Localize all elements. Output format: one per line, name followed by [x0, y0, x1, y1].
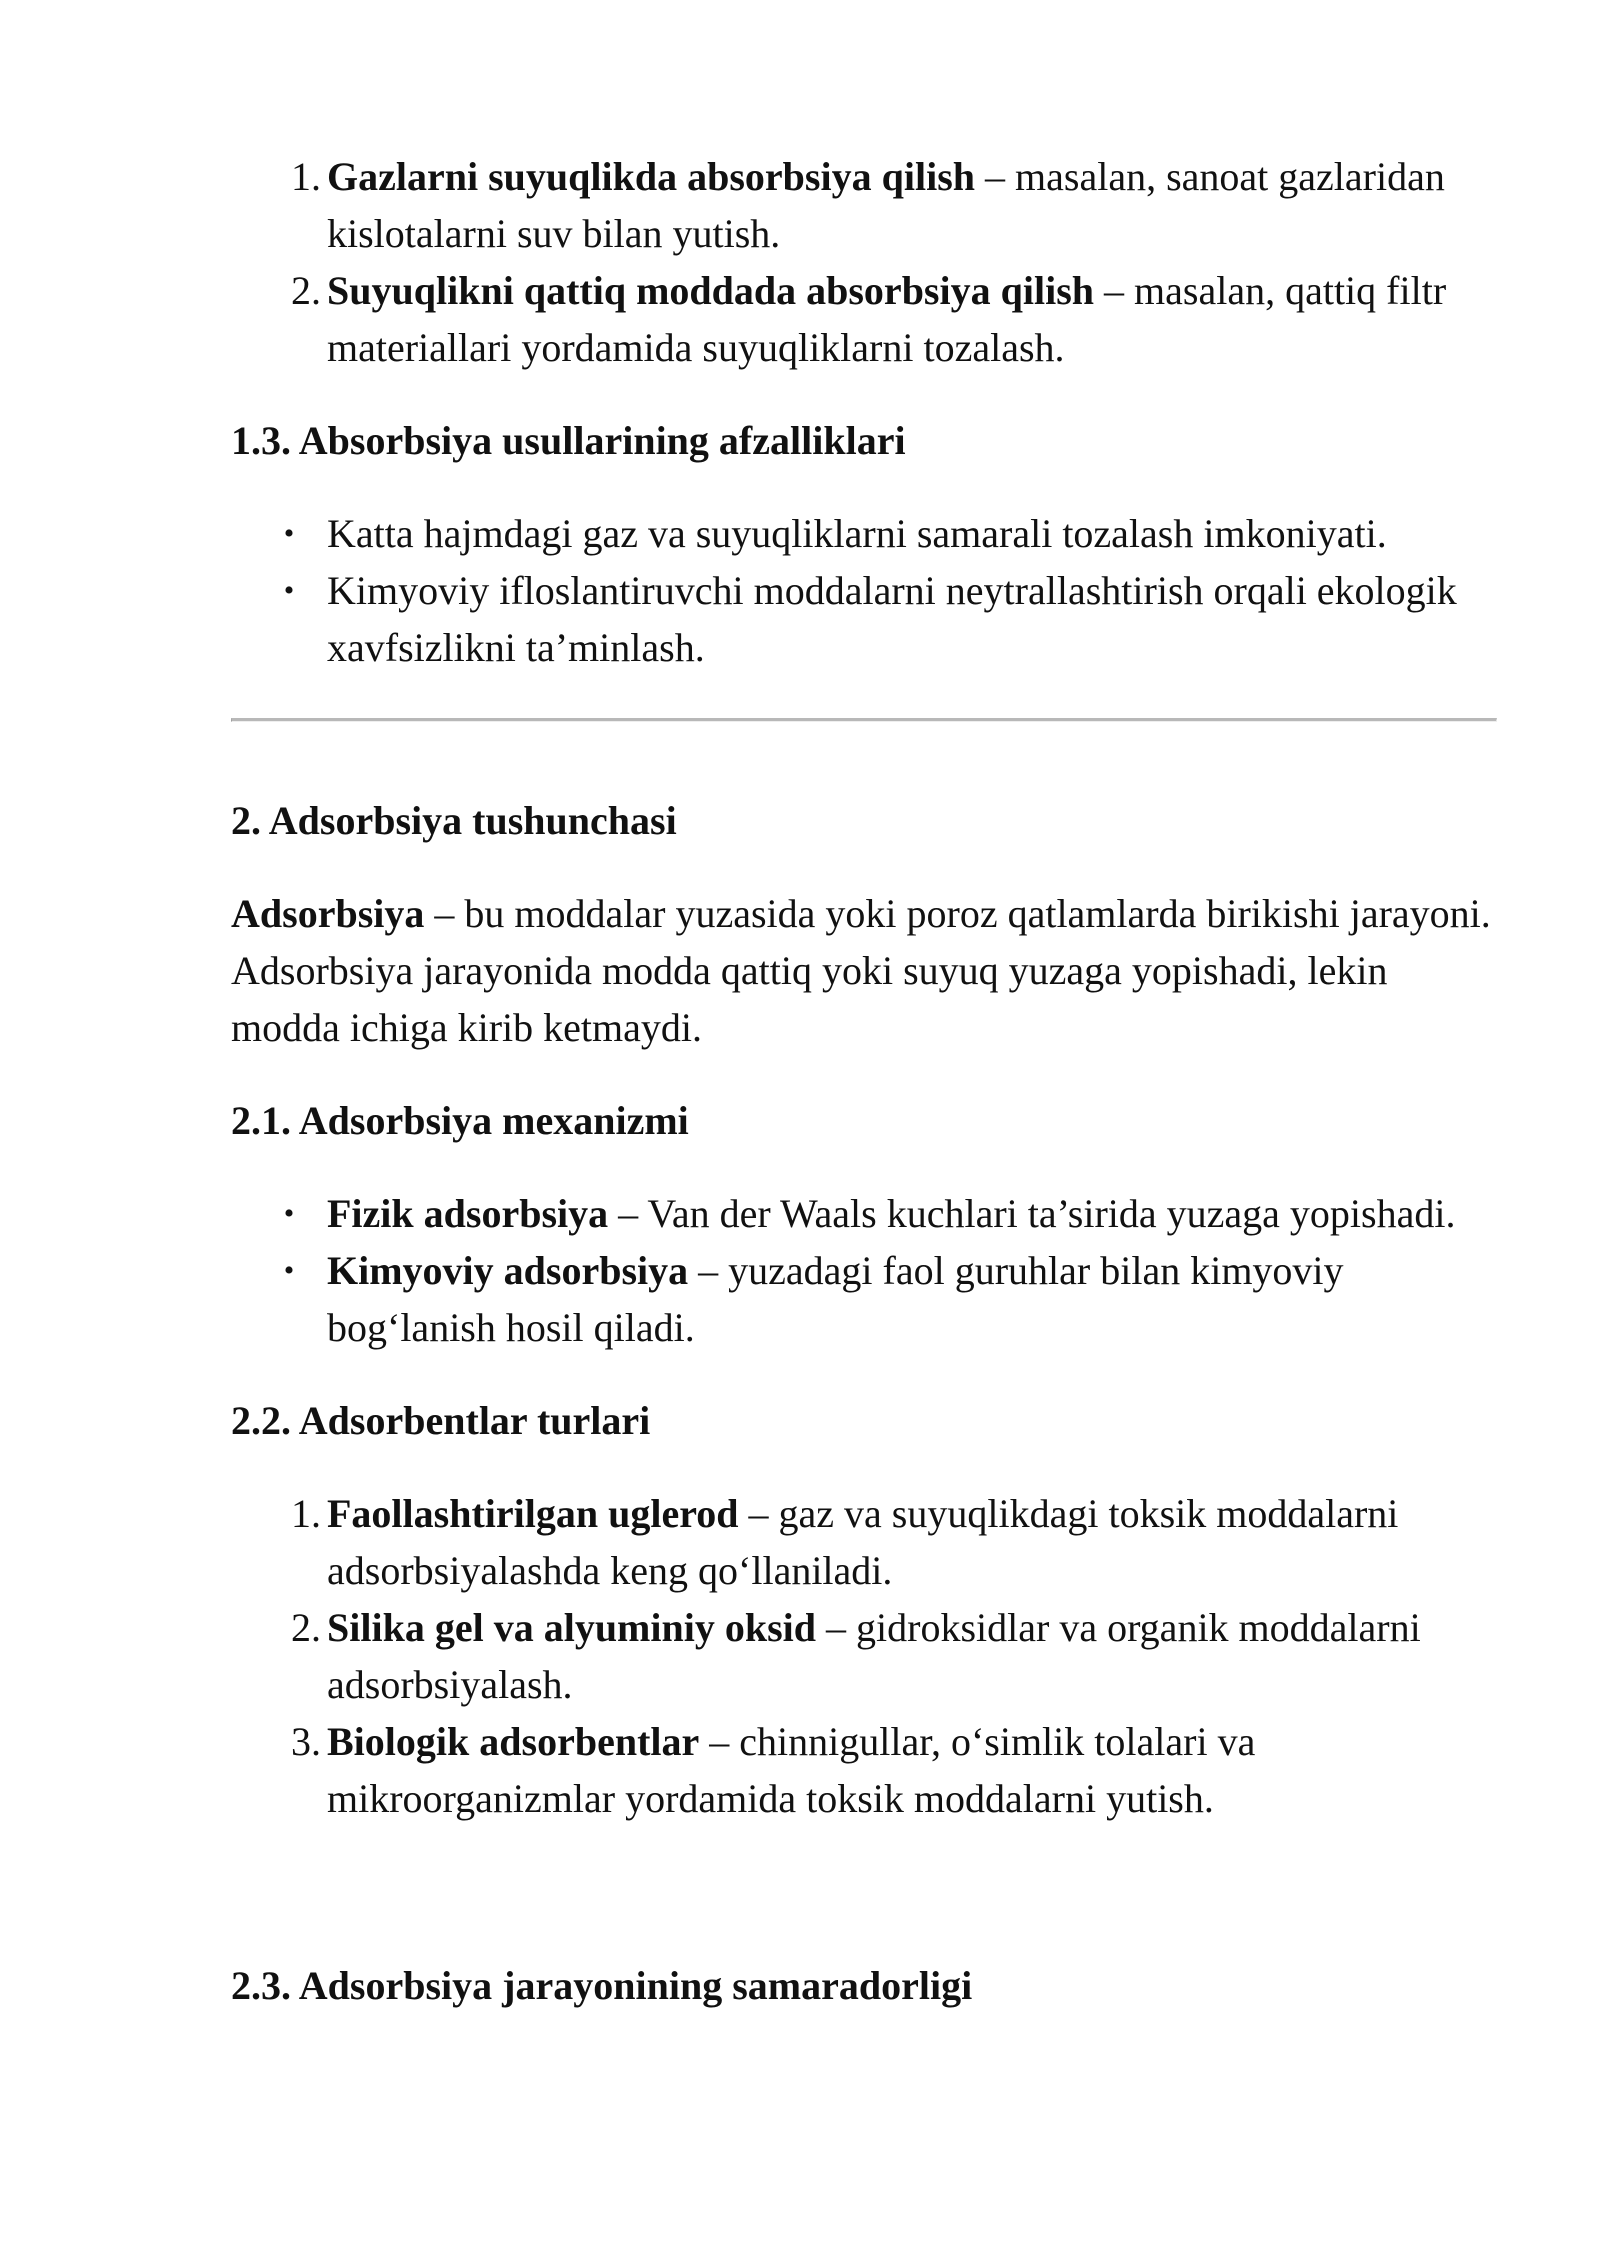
list-number: 3.	[291, 1719, 321, 1764]
list-item-text: – masalan, sanoat gazlaridan kislotalarni suv bilan yutish.	[327, 154, 1445, 256]
section-heading-2: 2. Adsorbsiya tushunchasi	[231, 798, 677, 843]
bullet-icon: •	[283, 517, 295, 550]
list-item-text: Kimyoviy ifloslantiruvchi moddalarni neytrallashtirish orqali ekologik xavfsizlikni ta’minlash.	[327, 568, 1457, 670]
list-item	[231, 1713, 1497, 1827]
list-item-term: Suyuqlikni qattiq moddada absorbsiya qilish	[327, 268, 1095, 313]
list-item-text: – masalan, qattiq filtr materiallari yordamida suyuqliklarni tozalash.	[327, 268, 1447, 370]
list-item	[231, 505, 1497, 562]
list-item-term: Faollashtirilgan uglerod	[327, 1491, 739, 1536]
list-item-term: Fizik adsorbsiya	[327, 1191, 609, 1236]
section-heading-1-3: 1.3. Absorbsiya usullarining afzalliklari	[231, 418, 906, 463]
section-heading-2-3: 2.3. Adsorbsiya jarayonining samaradorligi	[231, 1963, 973, 2008]
list-item	[231, 562, 1497, 676]
mechanism-list	[231, 1185, 1497, 1356]
section-heading-2-2: 2.2. Adsorbentlar turlari	[231, 1398, 651, 1443]
list-item-text: Katta hajmdagi gaz va suyuqliklarni samarali tozalash imkoniyati.	[327, 511, 1387, 556]
definition-paragraph	[231, 885, 1497, 1056]
horizontal-divider	[231, 718, 1497, 722]
section-heading-2-1: 2.1. Adsorbsiya mexanizmi	[231, 1098, 689, 1143]
list-item-text: – gidroksidlar va organik moddalarni adsorbsiyalash.	[327, 1605, 1421, 1707]
list-number: 1.	[291, 1491, 321, 1536]
list-item-text: – Van der Waals kuchlari ta’sirida yuzaga yopishadi.	[608, 1191, 1456, 1236]
bullet-icon: •	[283, 1254, 295, 1287]
list-item-term: Gazlarni suyuqlikda absorbsiya qilish	[327, 154, 976, 199]
list-item-term: Silika gel va alyuminiy oksid	[327, 1605, 817, 1650]
document-page	[231, 148, 1497, 2014]
bullet-icon: •	[283, 1197, 295, 1230]
paragraph-term: Adsorbsiya	[231, 891, 425, 936]
list-item-term: Biologik adsorbentlar	[327, 1719, 700, 1764]
list-item	[231, 1242, 1497, 1356]
list-item	[231, 1185, 1497, 1242]
list-item	[231, 148, 1497, 262]
bullet-icon: •	[283, 574, 295, 607]
list-item	[231, 1485, 1497, 1599]
list-number: 2.	[291, 268, 321, 313]
list-item	[231, 262, 1497, 376]
list-number: 2.	[291, 1605, 321, 1650]
list-item-text: – gaz va suyuqlikdagi toksik moddalarni adsorbsiyalashda keng qo‘llaniladi.	[327, 1491, 1399, 1593]
advantages-list	[231, 505, 1497, 676]
list-item	[231, 1599, 1497, 1713]
absorbsiya-types-list	[231, 148, 1497, 376]
list-item-term: Kimyoviy adsorbsiya	[327, 1248, 689, 1293]
list-number: 1.	[291, 154, 321, 199]
adsorbent-types-list	[231, 1485, 1497, 1827]
list-item-text: – yuzadagi faol guruhlar bilan kimyoviy bog‘lanish hosil qiladi.	[327, 1248, 1344, 1350]
list-item-text: – chinnigullar, o‘simlik tolalari va mikroorganizmlar yordamida toksik moddalarni yutish.	[327, 1719, 1256, 1821]
paragraph-text: – bu moddalar yuzasida yoki poroz qatlamlarda birikishi jarayoni. Adsorbsiya jarayonida modda qattiq yoki suyuq yuzaga yopishadi, lekin modda ichiga kirib ketmaydi.	[231, 891, 1491, 1050]
